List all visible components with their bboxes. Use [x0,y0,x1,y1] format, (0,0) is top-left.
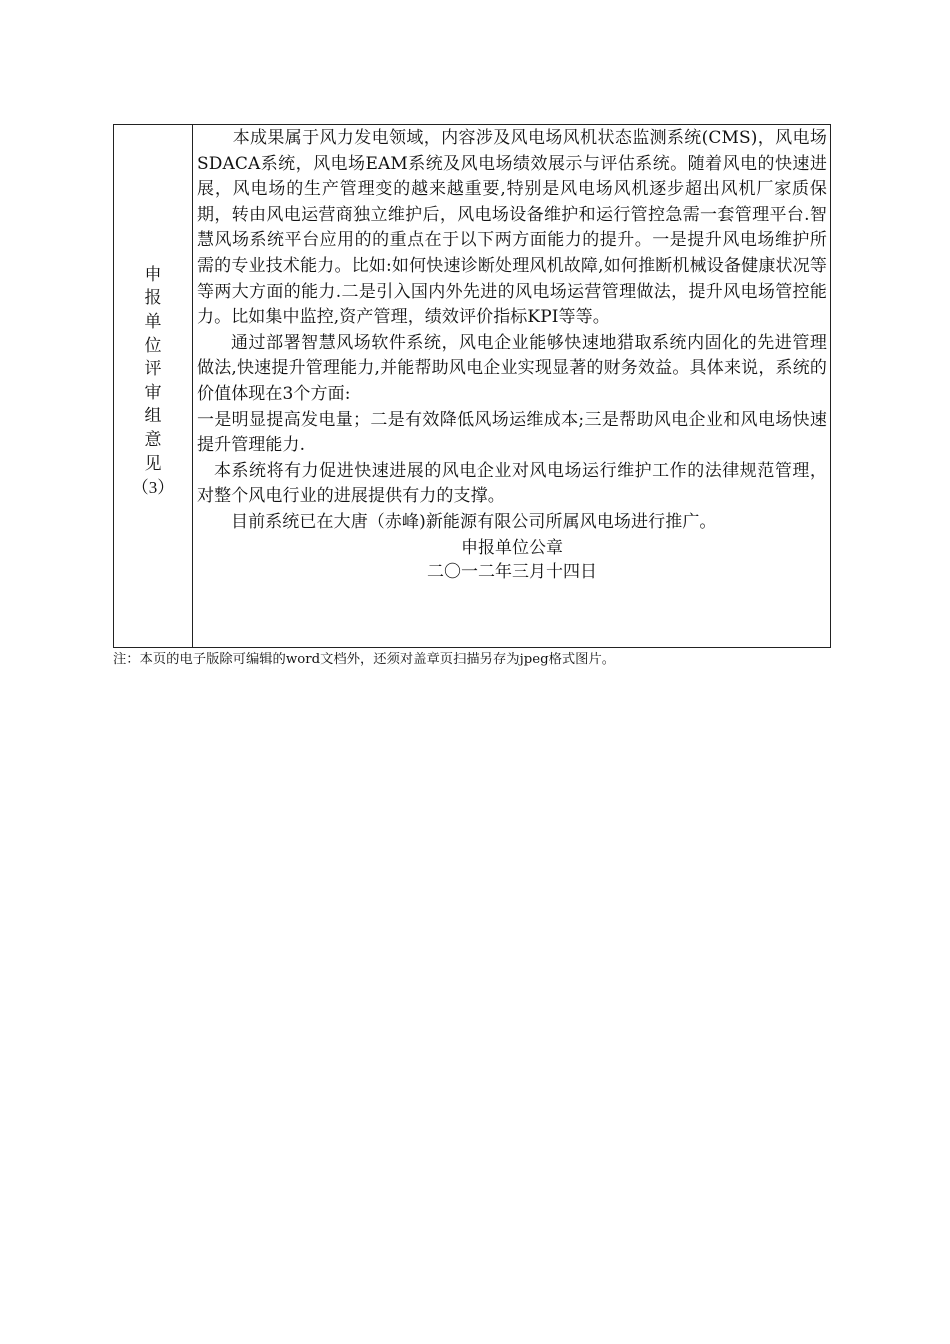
review-opinion-table [113,124,831,648]
label-char: 意 [144,429,162,450]
opinion-paragraph: 本成果属于风力发电领域，内容涉及风电场风机状态监测系统(CMS)，风电场SDACA系统，风电场EAM系统及风电场绩效展示与评估系统。随着风电的快速进展，风电场的生产管理变的越来越重要,特别是风电场风机逐步超出风机厂家质保期，转由风电运营商独立维护后，风电场设备维护和运行管控急需一套管理平台.智慧风场系统平台应用的的重点在于以下两方面能力的提升。一是提升风电场维护所需的专业技术能力。比如:如何快速诊断处理风机故障,如何推断机械设备健康状况等等两大方面的能力.二是引入国内外先进的风电场运营管理做法，提升风电场管控能力。比如集中监控,资产管理，绩效评价指标KPI等等。 [197,128,827,328]
label-char: 组 [144,406,162,427]
label-char: 评 [144,359,162,380]
label-char: 报 [144,288,162,309]
label-char: 见 [144,453,162,474]
signature-date: 二〇一二年三月十四日 [427,562,597,582]
opinion-paragraph: 通过部署智慧风场软件系统，风电企业能够快速地猎取系统内固化的先进管理做法,快速提升管理能力,并能帮助风电企业实现显著的财务效益。具体来说，系统的价值体现在3个方面: [197,332,827,404]
opinion-content-cell [193,125,830,647]
label-char: 位 [144,335,162,356]
label-char: 单 [144,312,162,333]
opinion-paragraph: 本系统将有力促进快速进展的风电企业对风电场运行维护工作的法律规范管理，对整个风电行业的进展提供有力的支撑。 [197,460,827,507]
footnote: 注：本页的电子版除可编辑的word文档外，还须对盖章页扫描另存为jpeg格式图片。 [113,652,616,667]
label-char: 申 [144,264,162,285]
seal-label: 申报单位公章 [461,537,563,558]
opinion-paragraph: 目前系统已在大唐（赤峰)新能源有限公司所属风电场进行推广。 [231,511,717,532]
opinion-paragraph: 一是明显提高发电量；二是有效降低风场运维成本;三是帮助风电企业和风电场快速提升管理能力. [197,409,827,456]
label-char: 审 [144,382,162,403]
label-cell [114,125,193,647]
label-number: （3） [131,478,175,498]
